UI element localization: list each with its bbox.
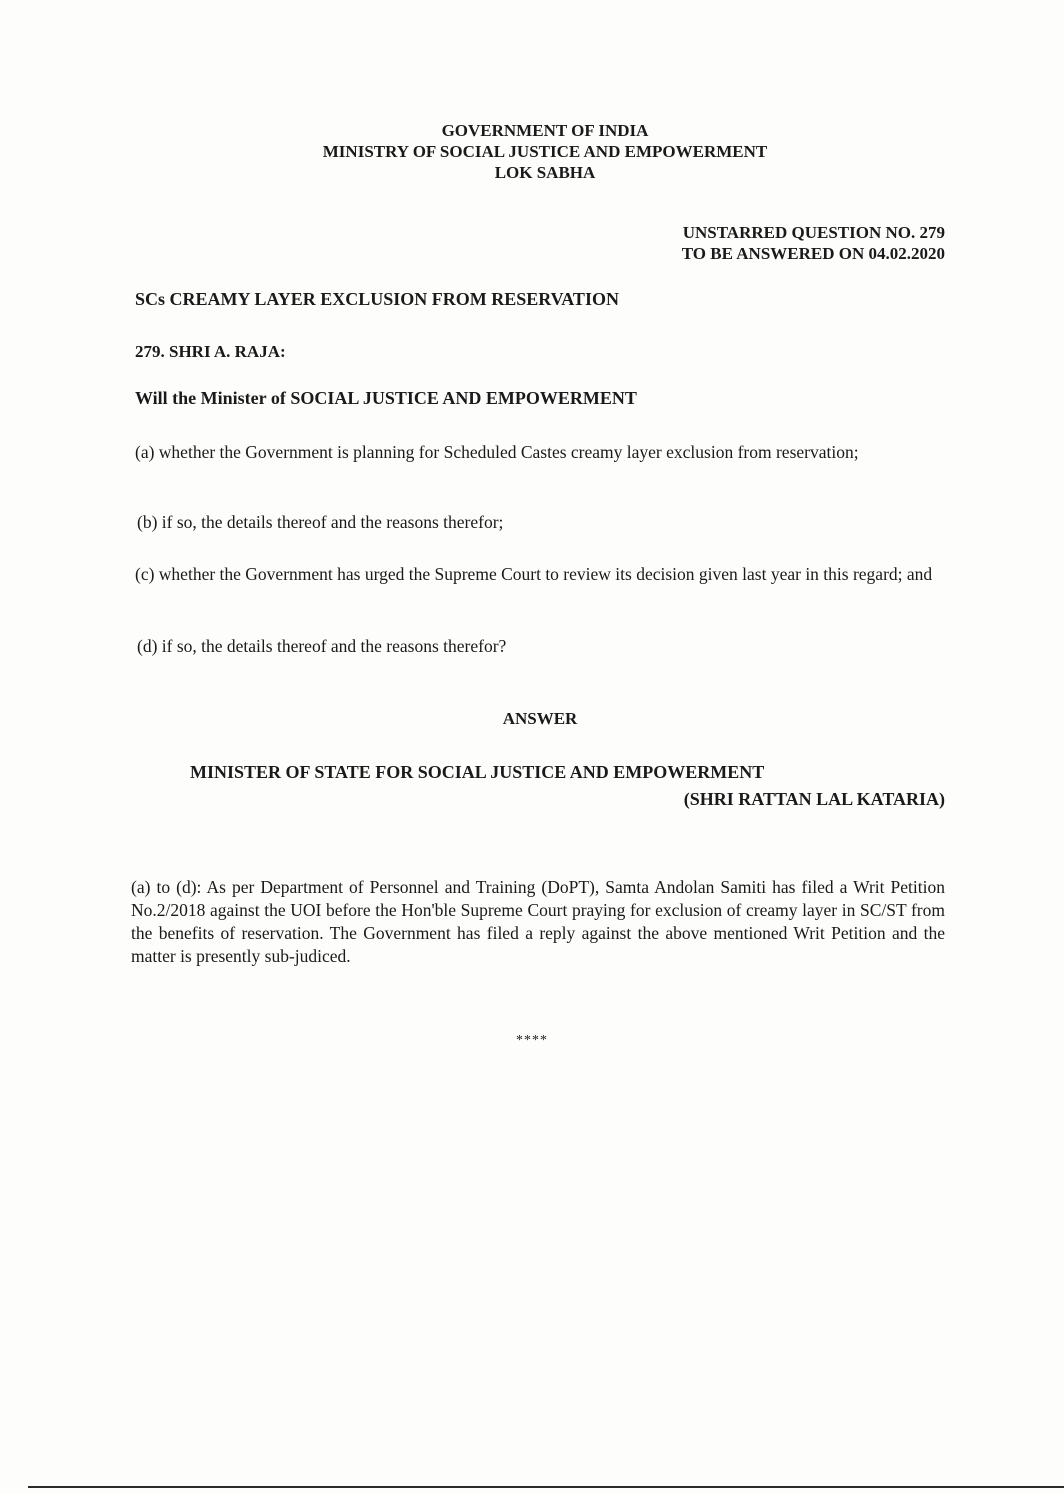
header-block bbox=[260, 120, 830, 183]
answer-text: (a) to (d): As per Department of Personnel and Training (DoPT), Samta Andolan Samiti has filed a Writ Petition No.2/2018 against the UOI before the Hon'ble Supreme Court praying for exclusion of creamy layer in SC/ST from the benefits of reservation. The Government has filed a reply against the above mentioned Writ Petition and the matter is presently sub-judiced. bbox=[131, 877, 945, 966]
question-part-b: (b) if so, the details thereof and the reasons therefor; bbox=[137, 512, 504, 532]
answer-date: TO BE ANSWERED ON 04.02.2020 bbox=[681, 244, 945, 263]
will-minister-line: Will the Minister of SOCIAL JUSTICE AND EMPOWERMENT bbox=[135, 388, 637, 408]
question-part-a: (a) whether the Government is planning for Scheduled Castes creamy layer exclusion from reservation; bbox=[135, 442, 859, 462]
page-bottom-rule bbox=[28, 1486, 1064, 1488]
question-ref bbox=[560, 222, 945, 264]
end-marker: **** bbox=[516, 1033, 548, 1048]
subject-title: SCs CREAMY LAYER EXCLUSION FROM RESERVATION bbox=[135, 289, 619, 309]
minister-name: (SHRI RATTAN LAL KATARIA) bbox=[683, 789, 945, 809]
question-part-c: (c) whether the Government has urged the Supreme Court to review its decision given last year in this regard; and bbox=[135, 564, 933, 584]
header-line-2: MINISTRY OF SOCIAL JUSTICE AND EMPOWERMENT bbox=[322, 142, 768, 161]
member-name: 279. SHRI A. RAJA: bbox=[135, 342, 286, 361]
minister-title: MINISTER OF STATE FOR SOCIAL JUSTICE AND EMPOWERMENT bbox=[190, 762, 765, 782]
question-number: UNSTARRED QUESTION NO. 279 bbox=[682, 223, 945, 242]
header-line-1: GOVERNMENT OF INDIA bbox=[441, 121, 649, 140]
answer-heading: ANSWER bbox=[502, 709, 578, 728]
header-line-3: LOK SABHA bbox=[494, 163, 596, 182]
question-part-d: (d) if so, the details thereof and the reasons therefor? bbox=[137, 636, 507, 656]
